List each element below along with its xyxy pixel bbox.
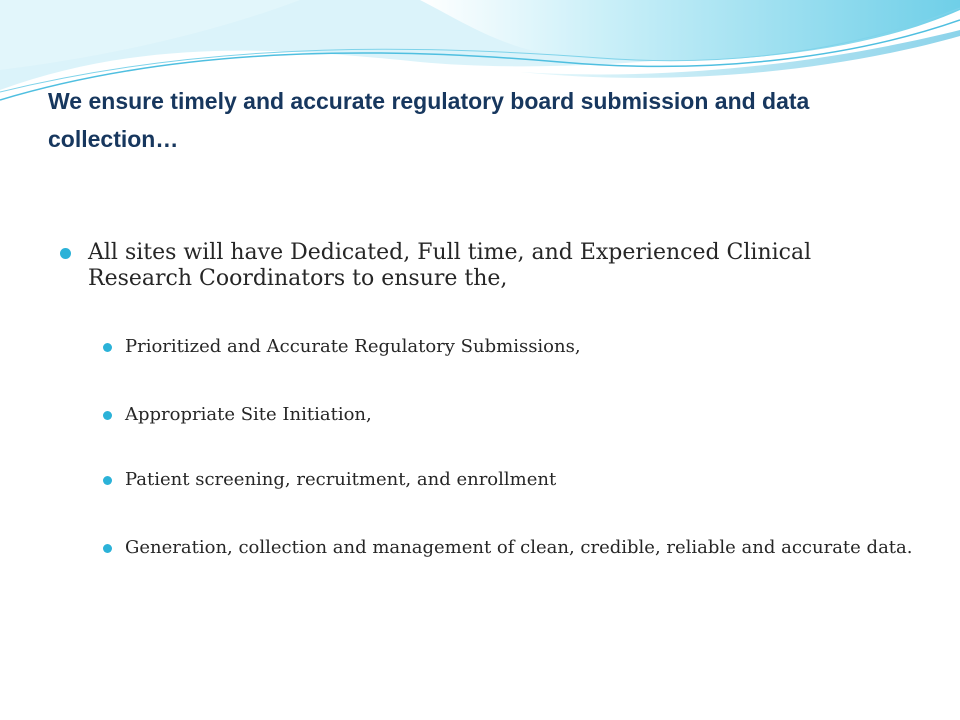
bullet-dot-icon — [103, 343, 112, 352]
sub-bullet-item — [103, 404, 913, 426]
sub-bullet-text: Patient screening, recruitment, and enrollment — [125, 469, 557, 490]
slide-title: We ensure timely and accurate regulatory board submission and data collection… — [48, 88, 810, 152]
sub-bullet-text: Generation, collection and management of clean, credible, reliable and accurate data. — [125, 537, 913, 558]
sub-bullet-text: Appropriate Site Initiation, — [125, 404, 372, 425]
sub-bullet-item — [103, 336, 913, 358]
bullet-main-text: All sites will have Dedicated, Full time, and Experienced Clinical Research Coordinators to ensure the, — [88, 240, 812, 291]
bullet-dot-icon — [103, 411, 112, 420]
sub-bullet-text: Prioritized and Accurate Regulatory Submissions, — [125, 336, 581, 357]
sub-bullet-item — [103, 537, 913, 559]
bullet-dot-icon — [103, 476, 112, 485]
bullet-dot-icon — [103, 544, 112, 553]
bullet-dot-icon — [60, 248, 71, 259]
bullet-main — [60, 240, 900, 292]
sub-bullet-item — [103, 469, 913, 491]
